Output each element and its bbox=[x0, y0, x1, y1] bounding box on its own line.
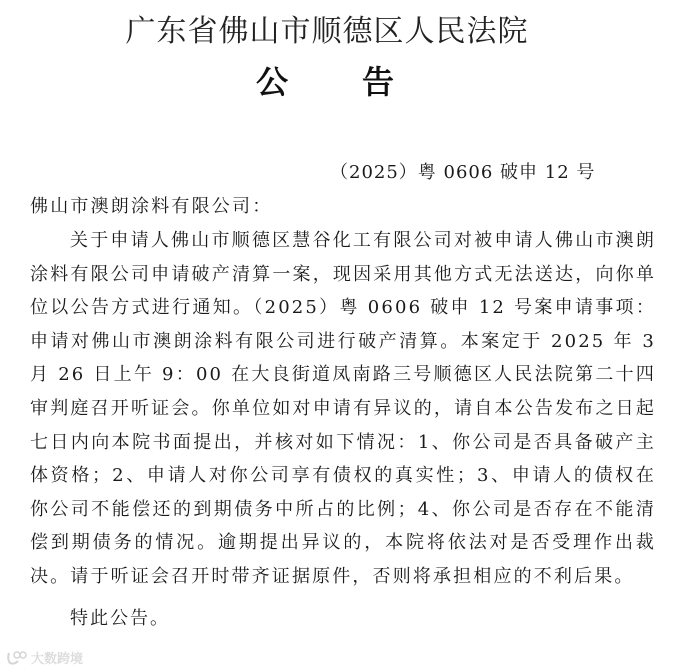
dashu-logo-icon bbox=[6, 650, 28, 666]
addressee: 佛山市澳朗涂料有限公司： bbox=[30, 196, 273, 217]
court-name: 广东省佛山市顺德区人民法院 bbox=[125, 14, 529, 49]
closing-statement: 特此公告。 bbox=[70, 608, 170, 629]
case-number: （2025）粤 0606 破申 12 号 bbox=[330, 162, 596, 183]
watermark bbox=[6, 648, 83, 667]
notice-body: 关于申请人佛山市顺德区慧谷化工有限公司对被申请人佛山市澳朗涂料有限公司申请破产清算一案，现因采用其他方式无法送达，向你单位以公告方式进行通知。（2025）粤 0606 破申 12 号案申请事项：申请对佛山市澳朗涂料有限公司进行破产清算。本案定于 2025 年 3 月 26 日上午 9：00 在大良街道凤南路三号顺德区人民法院第二十四审判庭召开听证会。你单位如对申请有异议的，请自本公告发布之日起七日内向本院书面提出，并核对如下情况：1、你公司是否具备破产主体资格；2、申请人对你公司享有债权的真实性；3、申请人的债权在你公司不能偿还的到期债务中所占的比例；4、你公司是否存在不能清偿到期债务的情况。逾期提出异议的，本院将依法对是否受理作出裁决。请于听证会召开时带齐证据原件，否则将承担相应的不利后果。 bbox=[30, 230, 656, 587]
document-title-char-2: 告 bbox=[362, 63, 395, 101]
document-title bbox=[256, 62, 394, 102]
watermark-text: 大数跨境 bbox=[31, 652, 84, 667]
document-title-char-1: 公 bbox=[256, 63, 289, 101]
